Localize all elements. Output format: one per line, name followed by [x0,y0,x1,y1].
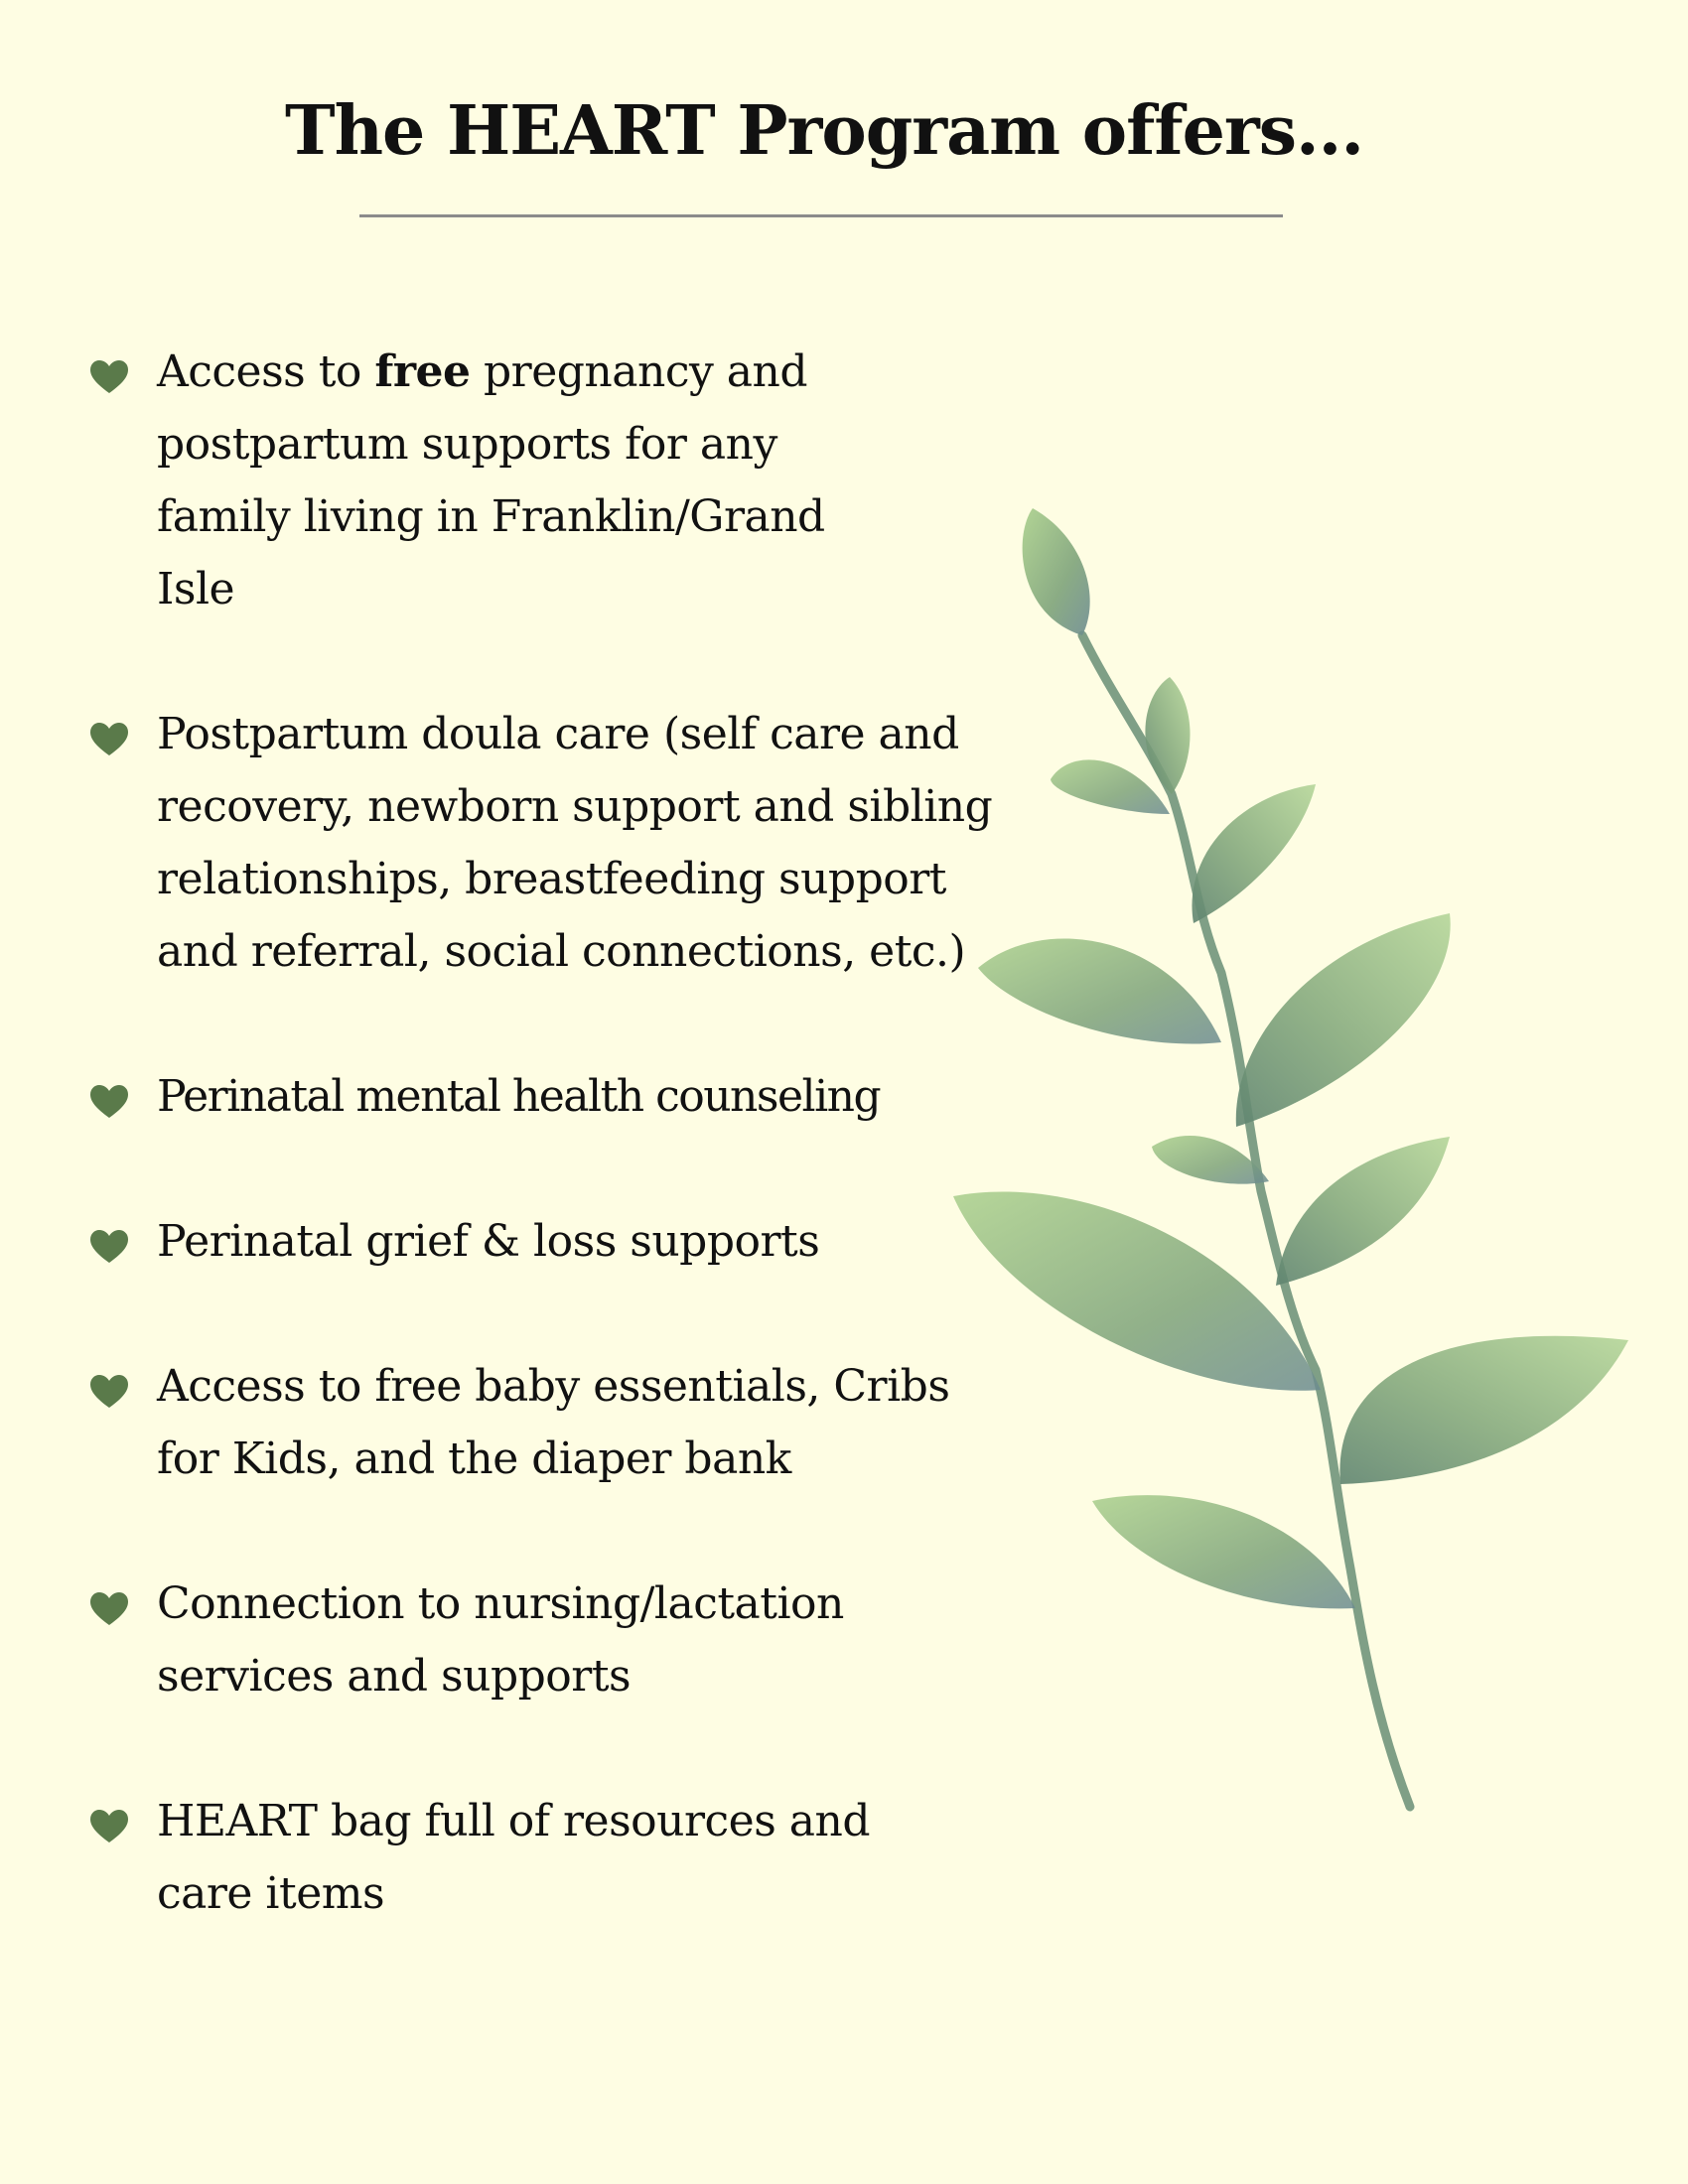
heart-icon [89,1809,129,1844]
heart-icon [89,1374,129,1410]
item-text: Connection to nursing/lactation services and supports [157,1578,844,1702]
item-text: Access to free baby essentials, Cribs for Kids, and the diaper bank [157,1361,950,1484]
title-divider [359,214,1283,217]
list-item [89,1205,1011,1278]
list-item [89,698,1011,988]
list-item [89,336,912,625]
leaf-branch-illustration [933,496,1648,1886]
list-item [89,1568,931,1712]
list-item [89,1350,1011,1495]
heart-icon [89,722,129,757]
list-item [89,1785,931,1930]
item-text: Perinatal grief & loss supports [157,1216,820,1267]
item-text-prefix: Access to [157,346,375,397]
item-text-bold: free [374,346,471,397]
heart-icon [89,1084,129,1120]
item-text: Perinatal mental health counseling [157,1071,881,1122]
item-text: Postpartum doula care (self care and recovery, newborn support and sibling relationships, breastfeeding support and referral, social connections, etc.) [157,709,993,977]
item-text-suffix: pregnancy and postpartum supports for any family living in Franklin/Grand Isle [157,346,825,614]
offerings-list [89,336,993,1930]
page-title: The HEART Program offers... [284,91,1364,171]
item-text: HEART bag full of resources and care items [157,1796,871,1919]
heart-icon [89,1229,129,1265]
list-item [89,1060,1051,1133]
heart-icon [89,359,129,395]
heart-icon [89,1591,129,1627]
